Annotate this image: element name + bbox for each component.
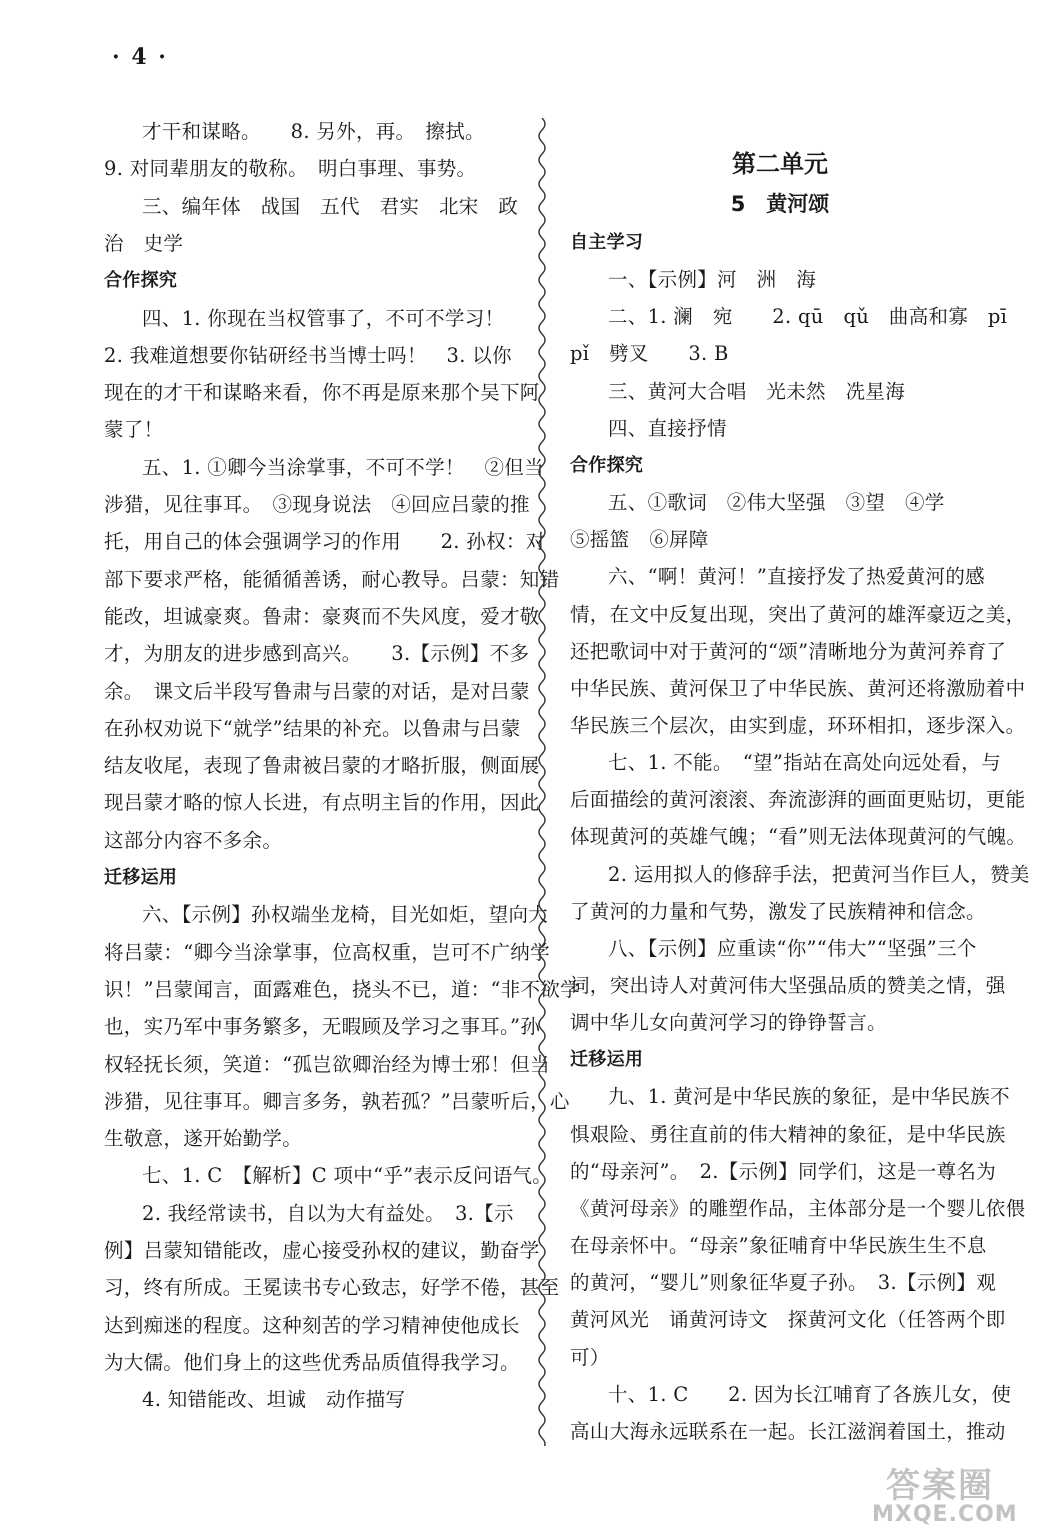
text-line: 体现黄河的英雄气魄；“看”则无法体现黄河的气魄。 bbox=[570, 825, 1027, 849]
text-line: 生敬意，遂开始勤学。 bbox=[104, 1127, 303, 1151]
text-line: 调中华儿女向黄河学习的铮铮誓言。 bbox=[570, 1011, 887, 1035]
text-line: 9. 对同辈朋友的敬称。 明白事理、事势。 bbox=[104, 157, 477, 181]
text-line: 部下要求严格，能循循善诱，耐心教导。吕蒙：知错 bbox=[104, 567, 560, 591]
text-line: 托，用自己的体会强调学习的作用 2. 孙权：对 bbox=[104, 530, 546, 554]
text-line: 这部分内容不多余。 bbox=[104, 828, 283, 852]
text-line: 在孙权劝说下“就学”结果的补充。以鲁肃与吕蒙 bbox=[104, 716, 521, 740]
text-line: 为大儒。他们身上的这些优秀品质值得我学习。 bbox=[104, 1350, 520, 1374]
column-divider bbox=[534, 118, 550, 1446]
text-line: 高山大海永远联系在一起。长江滋润着国土，推动 bbox=[570, 1419, 1006, 1443]
text-line: 三、编年体 战国 五代 君实 北宋 政 bbox=[142, 194, 519, 218]
text-line: 达到痴迷的程度。这种刻苦的学习精神使他成长 bbox=[104, 1313, 520, 1337]
text-line: pǐ 劈叉 3. B bbox=[570, 342, 729, 366]
section-heading: 自主学习 bbox=[570, 232, 644, 253]
text-line: 将吕蒙：“卿今当涂掌事，位高权重，岂可不广纳学 bbox=[104, 940, 550, 964]
text-line: 情，在文中反复出现，突出了黄河的雄浑豪迈之美， bbox=[570, 602, 1026, 626]
text-line: 余。 课文后半段写鲁肃与吕蒙的对话，是对吕蒙 bbox=[104, 679, 530, 703]
text-line: 九、1. 黄河是中华民族的象征，是中华民族不 bbox=[608, 1085, 1010, 1109]
text-line: 八、【示例】应重读“你”“伟大”“坚强”三个 bbox=[608, 936, 977, 960]
text-line: 2. 我难道想要你钻研经书当博士吗！ 3. 以你 bbox=[104, 343, 512, 367]
text-line: 2. 我经常读书，自以为大有益处。 3.【示 bbox=[142, 1201, 514, 1225]
text-line: 2. 运用拟人的修辞手法，把黄河当作巨人，赞美 bbox=[608, 862, 1030, 886]
section-heading: 迁移运用 bbox=[570, 1049, 644, 1071]
text-line: 4. 知错能改、坦诚 动作描写 bbox=[142, 1388, 406, 1412]
section-heading: 合作探究 bbox=[104, 270, 178, 292]
text-line: 在母亲怀中。“母亲”象征哺育中华民族生生不息 bbox=[570, 1234, 987, 1258]
text-line: 后面描绘的黄河滚滚、奔流澎湃的画面更贴切，更能 bbox=[570, 788, 1026, 812]
text-line: 七、1. 不能。 “望”指站在高处向远处看，与 bbox=[608, 751, 1001, 775]
text-line: 《黄河母亲》的雕塑作品，主体部分是一个婴儿依偎 bbox=[570, 1196, 1026, 1220]
text-line: 七、1. C 【解析】C 项中“乎”表示反问语气。 bbox=[142, 1164, 553, 1188]
page-number: · 4 · bbox=[112, 44, 168, 70]
text-line: 的“母亲河”。 2.【示例】同学们，这是一尊名为 bbox=[570, 1159, 996, 1183]
text-line: 的黄河，“婴儿”则象征华夏子孙。 3.【示例】观 bbox=[570, 1271, 996, 1295]
text-line: 现吕蒙才略的惊人长进，有点明主旨的作用，因此 bbox=[104, 791, 540, 815]
text-line: 还把歌词中对于黄河的“颂”清晰地分为黄河养育了 bbox=[570, 639, 1007, 663]
text-line: 华民族三个层次，由实到虚，环环相扣，逐步深入。 bbox=[570, 713, 1026, 737]
text-line: 一、【示例】河 洲 海 bbox=[608, 268, 817, 292]
text-line: 识！”吕蒙闻言，面露难色，挠头不已，道：“非不欲学 bbox=[104, 977, 580, 1001]
text-line: 蒙了！ bbox=[104, 418, 164, 442]
text-line: 才，为朋友的进步感到高兴。 3.【示例】不多 bbox=[104, 642, 530, 666]
text-line: 也，实乃军中事务繁多，无暇顾及学习之事耳。”孙 bbox=[104, 1015, 541, 1039]
text-line: 四、直接抒情 bbox=[608, 416, 727, 440]
text-line: 治 史学 bbox=[104, 231, 184, 255]
text-line: 结友收尾，表现了鲁肃被吕蒙的才略折服，侧面展 bbox=[104, 754, 540, 778]
text-line: 能改，坦诚豪爽。鲁肃：豪爽而不失风度，爱才敬 bbox=[104, 604, 540, 628]
text-line: 权轻抚长须，笑道：“孤岂欲卿治经为博士邪！但当 bbox=[104, 1052, 550, 1076]
text-line: ⑤摇篮 ⑥屏障 bbox=[570, 528, 709, 552]
text-line: 二、1. 澜 宛 2. qū qǔ 曲高和寡 pī bbox=[608, 305, 1008, 329]
section-heading: 合作探究 bbox=[570, 454, 644, 476]
text-line: 惧艰险、勇往直前的伟大精神的象征，是中华民族 bbox=[570, 1122, 1006, 1146]
text-line: 三、黄河大合唱 光未然 冼星海 bbox=[608, 379, 906, 403]
text-line: 例】吕蒙知错能改，虚心接受孙权的建议，勤奋学 bbox=[104, 1239, 540, 1262]
text-line: 才干和谋略。 8. 另外，再。 擦拭。 bbox=[142, 120, 485, 143]
text-line: 可） bbox=[570, 1345, 610, 1369]
text-line: 五、①歌词 ②伟大坚强 ③望 ④学 bbox=[608, 491, 945, 515]
text-line: 六、【示例】孙权端坐龙椅，目光如炬，望向大 bbox=[142, 903, 549, 927]
text-line: 涉猎，见往事耳。卿言多务，孰若孤？”吕蒙听后，心 bbox=[104, 1089, 570, 1113]
text-line: 现在的才干和谋略来看，你不再是原来那个吴下阿 bbox=[104, 381, 540, 405]
text-line: 中华民族、黄河保卫了中华民族、黄河还将激励着中 bbox=[570, 676, 1026, 700]
watermark-logo: 答案圈 MXQE.COM bbox=[872, 1466, 1018, 1527]
text-line: 涉猎，见往事耳。 ③现身说法 ④回应吕蒙的推 bbox=[104, 493, 530, 516]
section-heading: 迁移运用 bbox=[104, 867, 178, 888]
text-line: 六、“啊！黄河！”直接抒发了热爱黄河的感 bbox=[608, 565, 985, 589]
unit-title: 第二单元 bbox=[732, 150, 828, 178]
text-line: 黄河风光 诵黄河诗文 探黄河文化（任答两个即 bbox=[570, 1308, 1006, 1332]
text-line: 习，终有所成。王冕读书专心致志，好学不倦，甚至 bbox=[104, 1276, 560, 1300]
text-line: 十、1. C 2. 因为长江哺育了各族儿女，使 bbox=[608, 1382, 1012, 1406]
lesson-title: 5 黄河颂 bbox=[730, 192, 830, 216]
text-line: 词，突出诗人对黄河伟大坚强品质的赞美之情，强 bbox=[570, 974, 1006, 997]
text-line: 了黄河的力量和气势，激发了民族精神和信念。 bbox=[570, 899, 986, 923]
text-line: 四、1. 你现在当权管事了，不可不学习！ bbox=[142, 306, 505, 330]
text-line: 五、1. ①卿今当涂掌事，不可不学！ ②但当 bbox=[142, 455, 544, 479]
